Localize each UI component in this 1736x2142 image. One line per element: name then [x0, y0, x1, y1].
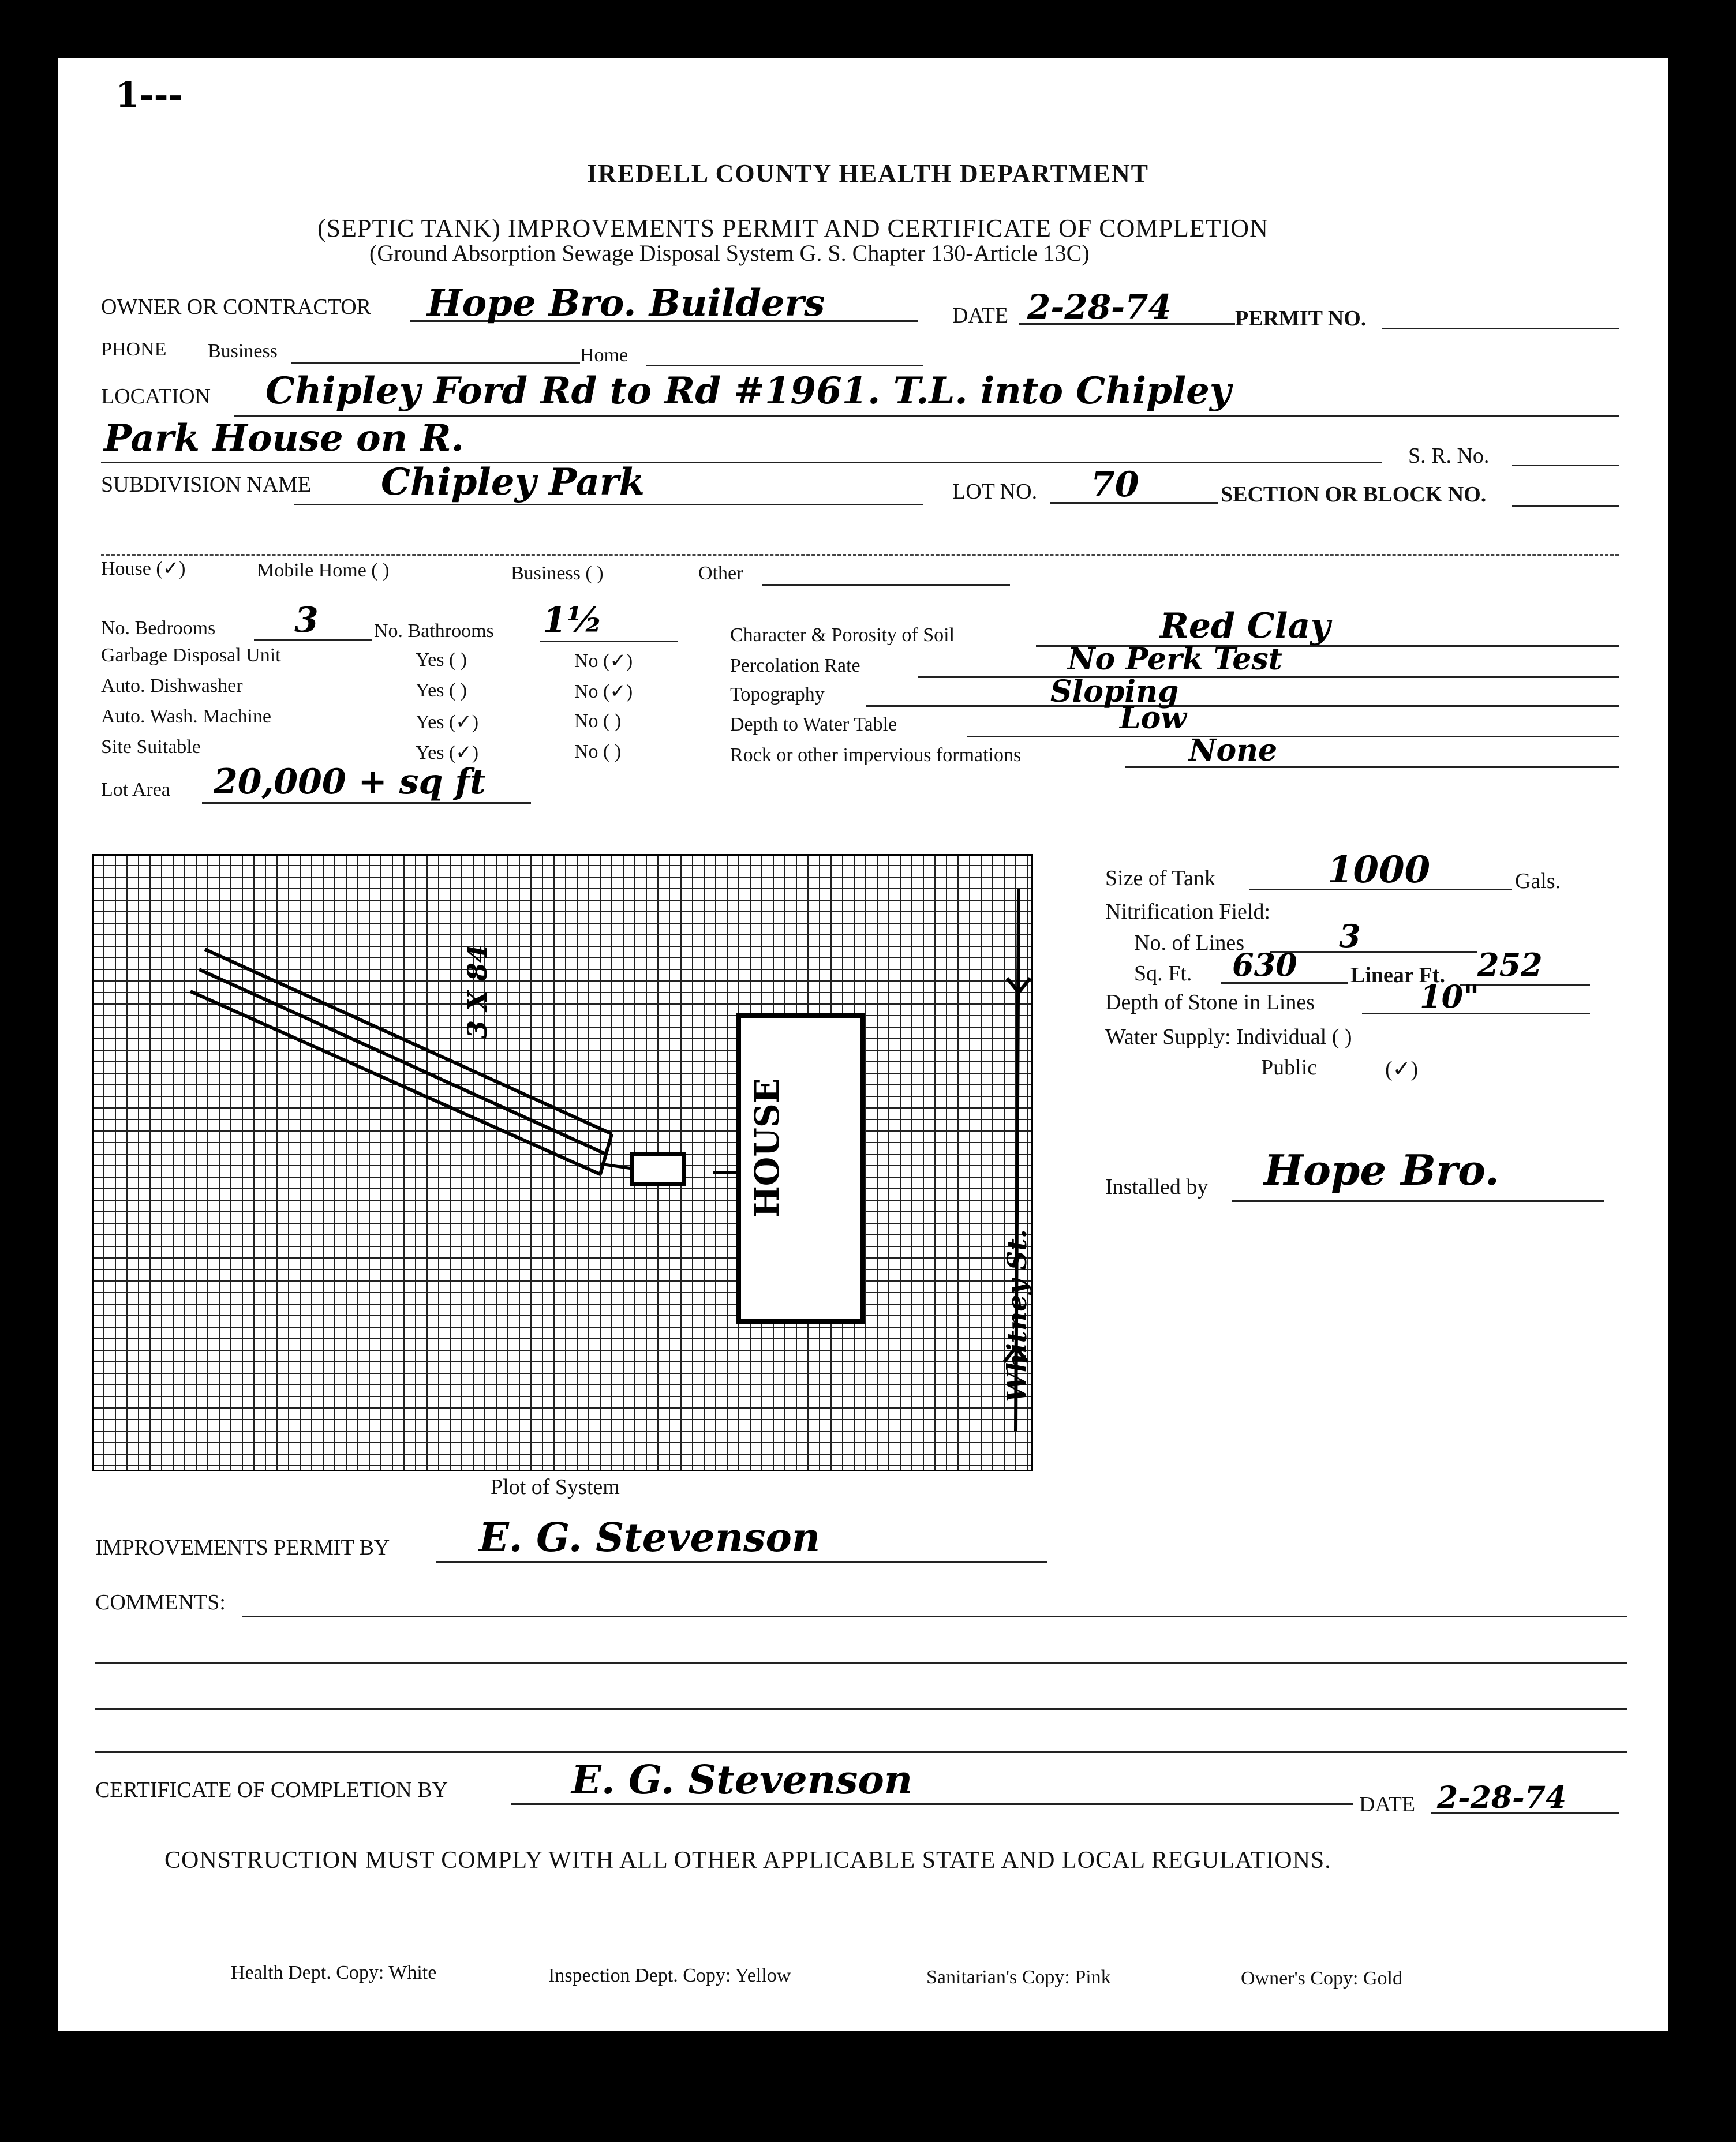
permit-by-label: IMPROVEMENTS PERMIT BY — [95, 1536, 390, 1560]
comments-line-2 — [95, 1662, 1628, 1664]
water-table-line — [967, 736, 1619, 737]
installed-by-line — [1232, 1200, 1604, 1202]
stone-depth-value: 10" — [1420, 978, 1480, 1015]
location-line-2 — [101, 462, 1382, 463]
subdivision-label: SUBDIVISION NAME — [101, 473, 312, 497]
percolation-label: Percolation Rate — [730, 655, 860, 676]
bedrooms-label: No. Bedrooms — [101, 617, 216, 639]
topography-value: Sloping — [1050, 674, 1179, 709]
rock-label: Rock or other impervious formations — [730, 744, 1022, 766]
section-line — [1512, 505, 1619, 507]
phone-label: PHONE — [101, 339, 167, 360]
bathrooms-line — [540, 641, 678, 642]
certificate-date-value: 2-28-74 — [1437, 1780, 1567, 1815]
form-title: (SEPTIC TANK) IMPROVEMENTS PERMIT AND CERTIFICATE OF COMPLETION — [317, 214, 1269, 242]
date-value: 2-28-74 — [1027, 287, 1172, 327]
permit-by-signature: E. G. Stevenson — [479, 1515, 821, 1561]
type-mobile-home: Mobile Home ( ) — [257, 560, 390, 581]
soil-character-value: Red Clay — [1160, 606, 1331, 646]
tank-size-label: Size of Tank — [1105, 866, 1215, 890]
location-line-1-value: Chipley Ford Rd to Rd #1961. T.L. into Chipley — [265, 369, 1232, 413]
subdivision-line — [294, 504, 923, 505]
lot-no-value: 70 — [1091, 465, 1139, 505]
comments-label: COMMENTS: — [95, 1590, 226, 1615]
lines-count-label: No. of Lines — [1134, 931, 1245, 955]
sqft-label: Sq. Ft. — [1134, 961, 1192, 986]
sr-no-line — [1512, 465, 1619, 466]
sr-no-label: S. R. No. — [1408, 444, 1490, 468]
check-no-site: No ( ) — [574, 741, 622, 762]
type-other-line — [762, 584, 1010, 586]
type-house: House (✓) — [101, 558, 186, 579]
type-other-label: Other — [698, 563, 743, 584]
septic-tank — [632, 1154, 684, 1184]
check-label-dishwasher: Auto. Dishwasher — [101, 675, 243, 696]
sqft-value: 630 — [1232, 946, 1297, 983]
linear-ft-line — [1460, 984, 1590, 986]
certificate-line — [511, 1803, 1353, 1805]
installed-by-label: Installed by — [1105, 1175, 1209, 1199]
certificate-date-label: DATE — [1359, 1792, 1416, 1817]
lines-label: 3 X 84 — [462, 944, 493, 1039]
check-no-garbage: No (✓) — [574, 650, 633, 672]
comments-line-3 — [95, 1708, 1628, 1710]
tank-gals: Gals. — [1515, 869, 1561, 893]
topography-label: Topography — [730, 684, 825, 705]
lines-count-value: 3 — [1339, 918, 1361, 954]
linear-ft-label: Linear Ft. — [1350, 963, 1445, 987]
corner-mark: 1--- — [115, 75, 183, 115]
check-yes-garbage: Yes ( ) — [416, 649, 467, 671]
installed-by-value: Hope Bro. — [1264, 1145, 1499, 1194]
check-no-dishwasher: No (✓) — [574, 681, 633, 702]
rock-value: None — [1189, 733, 1278, 768]
copy-sanitarian: Sanitarian's Copy: Pink — [926, 1967, 1111, 1988]
date-label: DATE — [952, 304, 1009, 328]
public-label: Public — [1261, 1055, 1318, 1080]
check-label-wash-machine: Auto. Wash. Machine — [101, 706, 272, 727]
certificate-signature: E. G. Stevenson — [571, 1757, 913, 1803]
compliance-notice: CONSTRUCTION MUST COMPLY WITH ALL OTHER APPLICABLE STATE AND LOCAL REGULATIONS. — [164, 1847, 1331, 1874]
road-label: Whitney St. — [1001, 1229, 1032, 1402]
lot-area-line — [202, 802, 531, 804]
permit-no-label: PERMIT NO. — [1235, 306, 1367, 331]
lot-area-value: 20,000 + sq ft — [214, 762, 486, 802]
form-subtitle: (Ground Absorption Sewage Disposal System G. S. Chapter 130-Article 13C) — [369, 240, 1090, 266]
comments-line-1 — [242, 1616, 1628, 1617]
copy-owner: Owner's Copy: Gold — [1241, 1968, 1403, 1989]
comments-line-4 — [95, 1751, 1628, 1753]
check-yes-wash-machine: Yes (✓) — [416, 711, 479, 733]
phone-business-line — [291, 362, 580, 364]
owner-value: Hope Bro. Builders — [427, 282, 825, 325]
location-line-2-value: Park House on R. — [104, 417, 464, 460]
type-business: Business ( ) — [511, 563, 604, 584]
water-table-label: Depth to Water Table — [730, 714, 897, 735]
check-no-wash-machine: No ( ) — [574, 710, 622, 732]
lines-count-line — [1270, 951, 1477, 953]
check-label-site: Site Suitable — [101, 736, 201, 758]
check-yes-dishwasher: Yes ( ) — [416, 680, 467, 701]
public-check: (✓) — [1385, 1057, 1419, 1081]
subdivision-divider — [101, 554, 1619, 556]
copy-inspection-dept: Inspection Dept. Copy: Yellow — [548, 1965, 791, 1986]
percolation-value: No Perk Test — [1068, 642, 1282, 677]
house-label: HOUSE — [747, 1078, 787, 1218]
plot-caption: Plot of System — [491, 1475, 620, 1499]
nitrification-label: Nitrification Field: — [1105, 900, 1271, 924]
permit-no-line — [1382, 328, 1619, 329]
tank-size-value: 1000 — [1327, 848, 1431, 892]
plot-of-system-grid — [92, 854, 1033, 1471]
bathrooms-label: No. Bathrooms — [374, 620, 494, 642]
soil-character-label: Character & Porosity of Soil — [730, 624, 955, 646]
bathrooms-value: 1½ — [542, 600, 603, 641]
phone-home-label: Home — [580, 344, 628, 366]
location-label: LOCATION — [101, 384, 211, 409]
topography-line — [866, 705, 1619, 707]
check-yes-site: Yes (✓) — [416, 742, 479, 763]
check-label-garbage: Garbage Disposal Unit — [101, 645, 281, 666]
linear-ft-value: 252 — [1477, 946, 1543, 983]
owner-label: OWNER OR CONTRACTOR — [101, 295, 371, 319]
subdivision-value: Chipley Park — [381, 460, 645, 504]
permit-by-line — [436, 1561, 1047, 1563]
stone-depth-label: Depth of Stone in Lines — [1105, 990, 1315, 1014]
section-label: SECTION OR BLOCK NO. — [1221, 482, 1487, 507]
lot-area-label: Lot Area — [101, 779, 170, 800]
copy-health-dept: Health Dept. Copy: White — [231, 1962, 437, 1983]
bedrooms-value: 3 — [294, 600, 319, 641]
phone-business-label: Business — [208, 340, 278, 362]
water-table-value: Low — [1120, 701, 1187, 736]
phone-home-line — [646, 365, 923, 366]
department-title: IREDELL COUNTY HEALTH DEPARTMENT — [587, 159, 1149, 188]
water-supply-label: Water Supply: Individual ( ) — [1105, 1025, 1352, 1049]
lot-no-label: LOT NO. — [952, 480, 1038, 504]
certificate-label: CERTIFICATE OF COMPLETION BY — [95, 1778, 448, 1802]
